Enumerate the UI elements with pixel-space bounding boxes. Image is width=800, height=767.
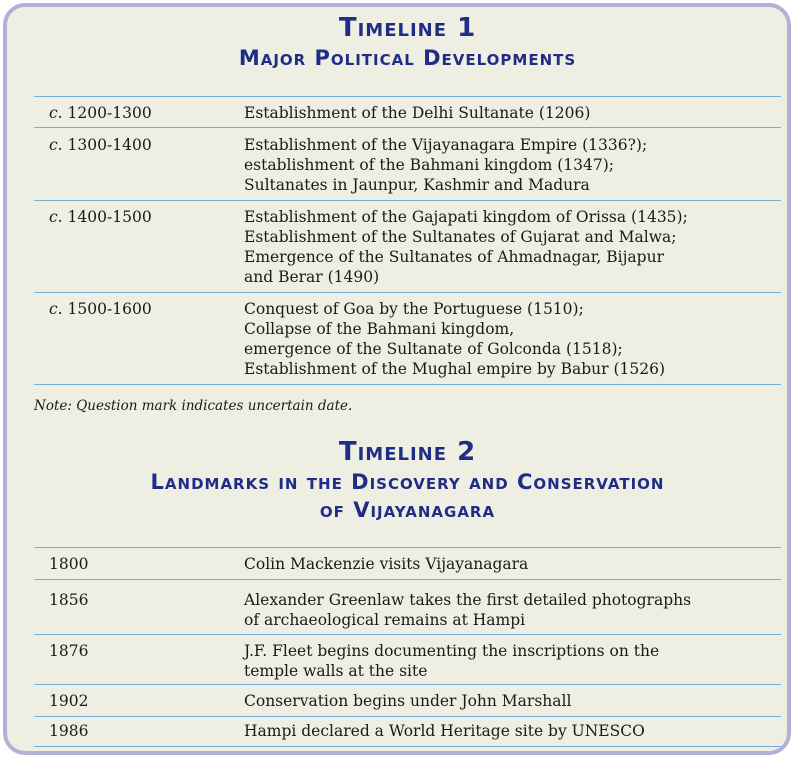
divider (34, 200, 781, 201)
divider (34, 96, 781, 97)
period (49, 299, 152, 319)
event-line: temple walls at the site (244, 662, 428, 680)
event-line: Collapse of the Bahmani kingdom, (244, 320, 515, 338)
year: 1902 (49, 692, 89, 710)
period-range: 1500-1600 (67, 300, 152, 318)
timeline2-title: Timeline 2 (338, 437, 477, 467)
event-line: Hampi declared a World Heritage site by UNESCO (244, 722, 645, 740)
divider (34, 716, 781, 717)
event-description (244, 103, 779, 123)
event-line: Conquest of Goa by the Portuguese (1510); (244, 300, 584, 318)
year: 1800 (49, 555, 89, 573)
timeline-panel (3, 3, 791, 755)
event-description (244, 691, 779, 711)
event-line: J.F. Fleet begins documenting the inscriptions on the (244, 642, 660, 660)
divider (34, 746, 781, 747)
event-line: Establishment of the Delhi Sultanate (1206) (244, 104, 591, 122)
event-line: emergence of the Sultanate of Golconda (1518); (244, 340, 623, 358)
event-line: Alexander Greenlaw takes the first detailed photographs (244, 591, 692, 609)
year: 1876 (49, 642, 89, 660)
event-line: Establishment of the Gajapati kingdom of Orissa (1435); (244, 208, 688, 226)
divider (34, 579, 781, 580)
event-description (244, 207, 779, 287)
event-description (244, 590, 779, 630)
divider (34, 634, 781, 635)
period (49, 135, 152, 155)
divider (34, 292, 781, 293)
circa-prefix: c. (49, 104, 63, 122)
timeline1-title: Timeline 1 (338, 13, 477, 43)
period-range: 1300-1400 (67, 136, 152, 154)
event-line: Emergence of the Sultanates of Ahmadnagar, Bijapur (244, 248, 664, 266)
event-line: Sultanates in Jaunpur, Kashmir and Madura (244, 176, 590, 194)
year: 1856 (49, 591, 89, 609)
event-line: Establishment of the Sultanates of Gujarat and Malwa; (244, 228, 677, 246)
event-line: establishment of the Bahmani kingdom (1347); (244, 156, 615, 174)
divider (34, 127, 781, 128)
circa-prefix: c. (49, 136, 63, 154)
event-description (244, 721, 779, 741)
period (49, 207, 152, 227)
event-description (244, 299, 779, 379)
divider (34, 684, 781, 685)
period-range: 1200-1300 (67, 104, 152, 122)
timeline1-subtitle: Major Political Developments (238, 46, 577, 70)
divider (34, 384, 781, 385)
year: 1986 (49, 722, 89, 740)
timeline2-subtitle-line2: of Vijayanagara (319, 498, 496, 522)
event-line: Conservation begins under John Marshall (244, 692, 572, 710)
circa-prefix: c. (49, 208, 63, 226)
event-line: Establishment of the Mughal empire by Babur (1526) (244, 360, 665, 378)
event-description (244, 135, 779, 195)
event-line: Colin Mackenzie visits Vijayanagara (244, 555, 529, 573)
event-line: and Berar (1490) (244, 268, 380, 286)
event-description (244, 554, 779, 574)
period (49, 103, 152, 123)
divider (34, 547, 781, 548)
footnote: Note: Question mark indicates uncertain date. (34, 398, 353, 414)
event-line: Establishment of the Vijayanagara Empire (1336?); (244, 136, 648, 154)
event-description (244, 641, 779, 681)
event-line: of archaeological remains at Hampi (244, 611, 526, 629)
period-range: 1400-1500 (67, 208, 152, 226)
timeline2-subtitle-line1: Landmarks in the Discovery and Conservation (150, 470, 665, 494)
circa-prefix: c. (49, 300, 63, 318)
